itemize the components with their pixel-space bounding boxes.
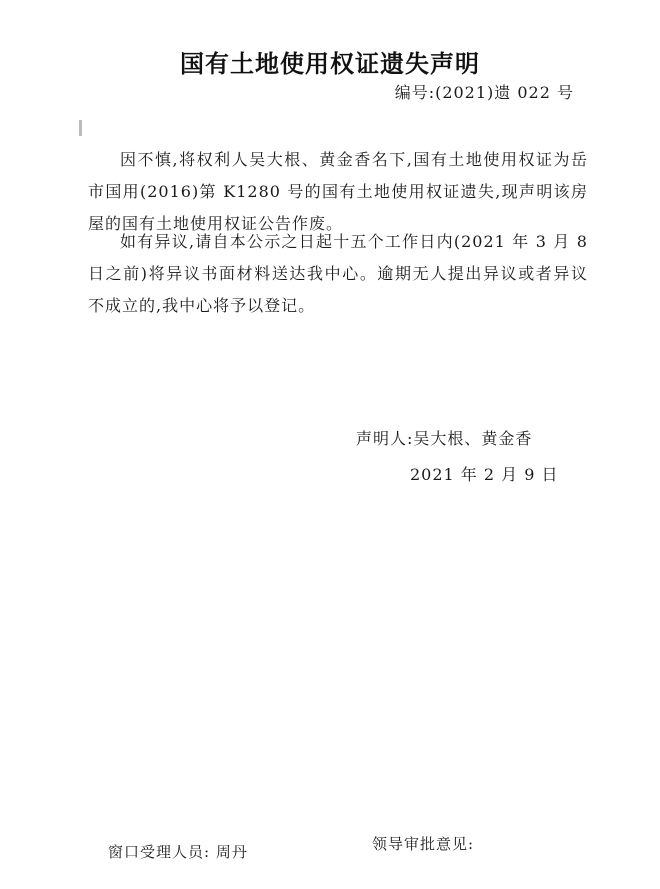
leader-review-field: 领导审批意见:	[372, 835, 475, 853]
window-staff-field: 窗口受理人员: 周丹	[108, 843, 248, 861]
document-number: 编号:(2021)遗 022 号	[394, 83, 574, 102]
body-paragraph-objection-notice: 如有异议,请自本公示之日起十五个工作日内(2021 年 3 月 8 日之前)将异议书面材料送达我中心。逾期无人提出异议或者异议不成立的,我中心将予以登记。	[88, 232, 588, 315]
document-title: 国有土地使用权证遗失声明	[180, 50, 480, 78]
declaration-date: 2021 年 2 月 9 日	[410, 465, 559, 484]
scan-mark	[79, 120, 82, 136]
declarant-line: 声明人:吴大根、黄金香	[356, 429, 533, 448]
body-paragraph-loss-statement: 因不慎,将权利人吴大根、黄金香名下,国有土地使用权证为岳市国用(2016)第 K1280 号的国有土地使用权证遗失,现声明该房屋的国有土地使用权证公告作废。	[88, 150, 588, 233]
